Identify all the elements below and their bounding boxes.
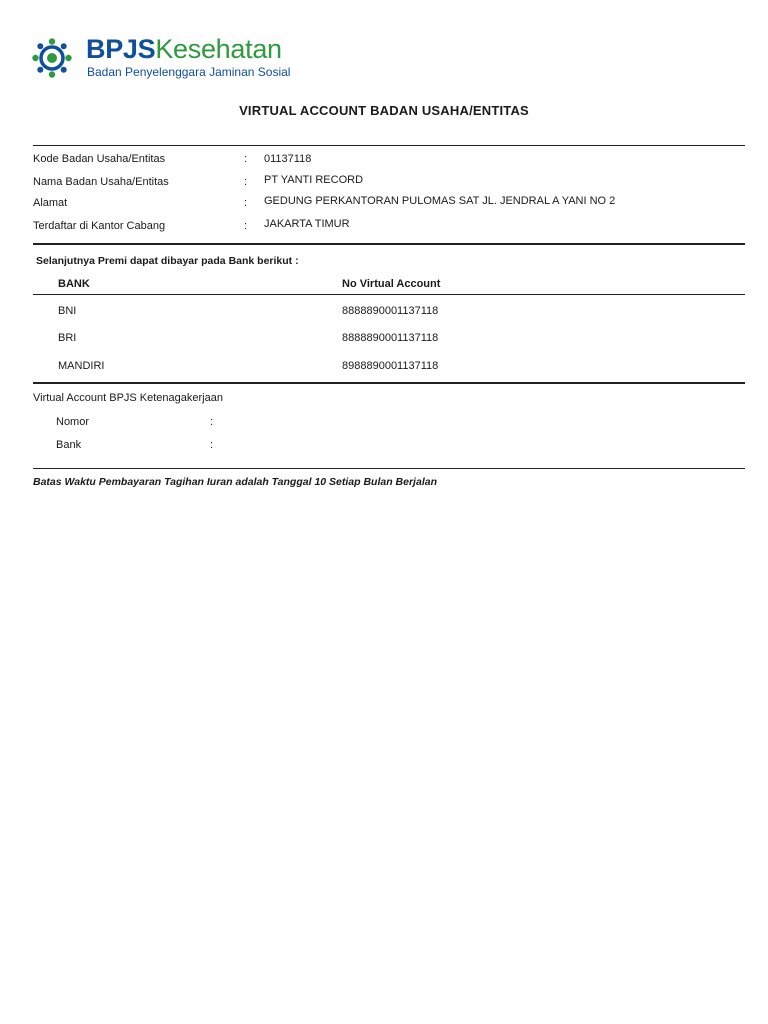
brand-primary: BPJS bbox=[86, 34, 156, 64]
table-row bbox=[0, 331, 768, 345]
bank-name: MANDIRI bbox=[58, 360, 105, 372]
document-title: VIRTUAL ACCOUNT BADAN USAHA/ENTITAS bbox=[239, 103, 529, 118]
bpjs-logo-icon bbox=[32, 38, 72, 78]
table-row bbox=[0, 359, 768, 373]
column-header-va: No Virtual Account bbox=[342, 278, 441, 290]
entity-value: 01137118 bbox=[264, 153, 312, 165]
ketenagakerjaan-heading: Virtual Account BPJS Ketenagakerjaan bbox=[33, 392, 223, 404]
entity-colon: : bbox=[244, 220, 248, 232]
va-number: 8888890001137118 bbox=[342, 332, 439, 344]
nomor-label: Nomor bbox=[56, 416, 90, 428]
divider bbox=[33, 145, 745, 146]
divider bbox=[33, 468, 745, 469]
payment-deadline-note: Batas Waktu Pembayaran Tagihan Iuran adalah Tanggal 10 Setiap Bulan Berjalan bbox=[33, 476, 437, 488]
entity-value: PT YANTI RECORD bbox=[264, 174, 364, 186]
entity-value: JAKARTA TIMUR bbox=[264, 218, 350, 230]
brand-subtitle: Badan Penyelenggara Jaminan Sosial bbox=[87, 65, 291, 79]
bank-label: Bank bbox=[56, 439, 82, 451]
table-row bbox=[0, 304, 768, 318]
va-number: 8988890001137118 bbox=[342, 360, 439, 372]
brand-secondary: Kesehatan bbox=[155, 34, 282, 64]
column-header-bank: BANK bbox=[58, 278, 90, 290]
entity-value: GEDUNG PERKANTORAN PULOMAS SAT JL. JENDRAL A YANI NO 2 bbox=[264, 195, 616, 207]
brand-name bbox=[86, 34, 282, 64]
divider bbox=[33, 243, 745, 245]
entity-label: Kode Badan Usaha/Entitas bbox=[33, 153, 166, 165]
entity-label: Alamat bbox=[33, 197, 68, 209]
divider bbox=[33, 382, 745, 384]
nomor-colon: : bbox=[210, 416, 214, 428]
entity-label: Terdaftar di Kantor Cabang bbox=[33, 220, 166, 232]
divider bbox=[33, 294, 745, 295]
bank-name: BNI bbox=[58, 305, 77, 317]
entity-colon: : bbox=[244, 197, 248, 209]
va-number: 8888890001137118 bbox=[342, 305, 439, 317]
entity-colon: : bbox=[244, 176, 248, 188]
entity-label: Nama Badan Usaha/Entitas bbox=[33, 176, 169, 188]
bank-name: BRI bbox=[58, 332, 77, 344]
bank-intro: Selanjutnya Premi dapat dibayar pada Bank berikut : bbox=[36, 255, 299, 267]
entity-colon: : bbox=[244, 153, 248, 165]
bank-colon: : bbox=[210, 439, 214, 451]
